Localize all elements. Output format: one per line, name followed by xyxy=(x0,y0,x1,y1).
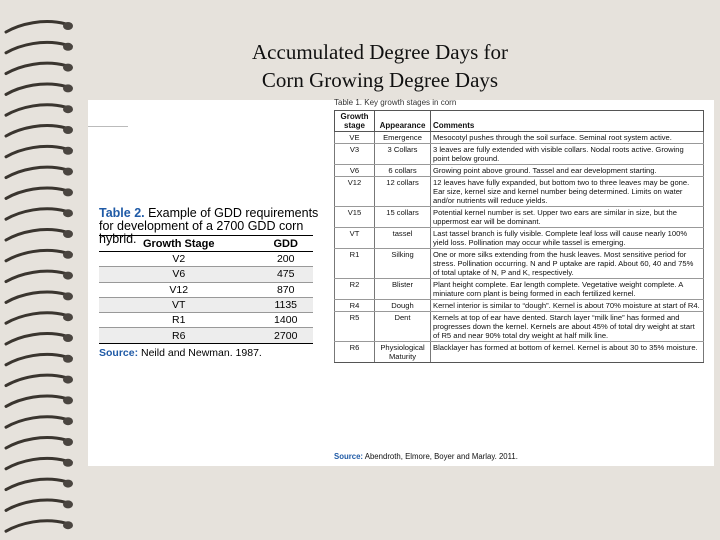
table-row xyxy=(335,312,704,342)
table1-comment-cell: Blacklayer has formed at bottom of kernel. Kernel is about 30 to 35% moisture. xyxy=(431,342,704,363)
table1-caption: Table 1. Key growth stages in corn xyxy=(334,98,457,107)
spiral-ring xyxy=(6,500,66,510)
table2-stage-cell: VT xyxy=(99,297,258,312)
spiral-hole xyxy=(63,438,73,446)
table2-gdd-cell: 870 xyxy=(258,282,313,297)
table1-appearance-cell: Silking xyxy=(375,249,431,279)
table-row xyxy=(335,177,704,207)
table2-gdd-requirements xyxy=(99,235,313,344)
spiral-hole xyxy=(63,521,73,529)
spiral-ring xyxy=(6,458,66,468)
spiral-hole xyxy=(63,22,73,30)
table1-appearance-cell: Blister xyxy=(375,279,431,300)
table1-comment-cell: 12 leaves have fully expanded, but bottom two to three leaves may be gone. Ear size, kernel size and kernel number being determined. Limits on water and/or nutrients will reduce yields. xyxy=(431,177,704,207)
table2-stage-cell: R6 xyxy=(99,328,258,343)
table1-header-row xyxy=(335,111,704,132)
spiral-ring xyxy=(6,313,66,323)
table2-source xyxy=(99,347,319,359)
table1-stage-cell: V12 xyxy=(335,177,375,207)
table2-gdd-cell: 200 xyxy=(258,252,313,267)
spiral-ring xyxy=(6,42,66,52)
spiral-ring xyxy=(6,396,66,406)
spiral-hole xyxy=(63,500,73,508)
table1-appearance-cell: 6 collars xyxy=(375,165,431,177)
slide-title xyxy=(110,38,650,94)
table2-stage-cell: V6 xyxy=(99,267,258,282)
spiral-hole xyxy=(63,334,73,342)
table-row xyxy=(335,132,704,144)
spiral-hole xyxy=(63,417,73,425)
table1-comment-cell: Kernel interior is similar to “dough”. Kernel is about 70% moisture at start of R4. xyxy=(431,300,704,312)
table2-gdd-cell: 1135 xyxy=(258,297,313,312)
spiral-hole xyxy=(63,188,73,196)
table-row xyxy=(335,144,704,165)
table-row xyxy=(335,300,704,312)
spiral-ring xyxy=(6,167,66,177)
spiral-hole xyxy=(63,313,73,321)
spiral-ring xyxy=(6,417,66,427)
table-row xyxy=(99,282,313,297)
spiral-hole xyxy=(63,230,73,238)
spiral-ring xyxy=(6,334,66,344)
table1-source-text: Abendroth, Elmore, Boyer and Marlay. 2011. xyxy=(363,452,518,461)
table2-gdd-cell: 2700 xyxy=(258,328,313,343)
table2-stage-cell: V2 xyxy=(99,252,258,267)
spiral-hole xyxy=(63,292,73,300)
spiral-hole xyxy=(63,168,73,176)
spiral-hole xyxy=(63,43,73,51)
table1-appearance-cell: 15 collars xyxy=(375,207,431,228)
table1-comment-cell: Growing point above ground. Tassel and ear development starting. xyxy=(431,165,704,177)
table1-header-comments: Comments xyxy=(431,111,704,132)
table1-comment-cell: Last tassel branch is fully visible. Complete leaf loss will cause nearly 100% yield loss. Pollination may occur while tassel is emerging. xyxy=(431,228,704,249)
spiral-hole xyxy=(63,84,73,92)
spiral-ring xyxy=(6,271,66,281)
spiral-ring xyxy=(6,126,66,136)
slide-title-line-2: Corn Growing Degree Days xyxy=(261,68,499,92)
table2-label: Table 2. xyxy=(99,206,145,220)
spiral-hole xyxy=(63,64,73,72)
spiral-ring xyxy=(6,438,66,448)
spiral-hole xyxy=(63,251,73,259)
table-row xyxy=(99,328,313,343)
table2-gdd-cell: 475 xyxy=(258,267,313,282)
table1-stage-cell: R2 xyxy=(335,279,375,300)
spiral-ring xyxy=(6,146,66,156)
spiral-binding xyxy=(0,0,82,540)
table1-stage-cell: V15 xyxy=(335,207,375,228)
spiral-ring xyxy=(6,84,66,94)
table1-appearance-cell: Emergence xyxy=(375,132,431,144)
table1-comment-cell: Kernels at top of ear have dented. Starch layer “milk line” has formed and progresses down the kernel. Kernels are about 45% of total dry weight at start of R5 and near 90% total dry weight at half milk line. xyxy=(431,312,704,342)
table1-comment-cell: Potential kernel number is set. Upper two ears are similar in size, but the uppermost ear will be dominant. xyxy=(431,207,704,228)
table2-header-growth-stage: Growth Stage xyxy=(99,236,258,252)
spiral-hole xyxy=(63,376,73,384)
table2-header-gdd: GDD xyxy=(258,236,313,252)
slide-title-line-1: Accumulated Degree Days for xyxy=(252,40,508,64)
spiral-hole xyxy=(63,355,73,363)
spiral-ring xyxy=(6,230,66,240)
table1-stage-cell: R1 xyxy=(335,249,375,279)
table-row xyxy=(335,165,704,177)
table2-stage-cell: R1 xyxy=(99,313,258,328)
spiral-hole xyxy=(63,209,73,217)
spiral-hole xyxy=(63,396,73,404)
table1-header-growth-stage: Growth stage xyxy=(335,111,375,132)
table1-source xyxy=(334,452,704,461)
table2-gdd-cell: 1400 xyxy=(258,313,313,328)
table1-appearance-cell: Dent xyxy=(375,312,431,342)
decorative-rule xyxy=(88,126,128,127)
table-row xyxy=(99,252,313,267)
table1-appearance-cell: Dough xyxy=(375,300,431,312)
spiral-ring xyxy=(6,375,66,385)
table2-header-row xyxy=(99,236,313,252)
spiral-ring xyxy=(6,479,66,489)
spiral-ring xyxy=(6,354,66,364)
spiral-ring xyxy=(6,209,66,219)
table-row xyxy=(99,267,313,282)
table1-stage-cell: R4 xyxy=(335,300,375,312)
table-row xyxy=(99,297,313,312)
spiral-ring xyxy=(6,63,66,73)
table1-appearance-cell: tassel xyxy=(375,228,431,249)
table1-appearance-cell: Physiological Maturity xyxy=(375,342,431,363)
table1-comment-cell: Mesocotyl pushes through the soil surface. Seminal root system active. xyxy=(431,132,704,144)
spiral-ring xyxy=(6,521,66,531)
table1-comment-cell: 3 leaves are fully extended with visible collars. Nodal roots active. Growing point below ground. xyxy=(431,144,704,165)
table1-header-appearance: Appearance xyxy=(375,111,431,132)
table1-stage-cell: VT xyxy=(335,228,375,249)
table-row xyxy=(335,249,704,279)
table2-source-label: Source: xyxy=(99,347,139,359)
table1-appearance-cell: 12 collars xyxy=(375,177,431,207)
table1-key-growth-stages xyxy=(334,110,704,363)
spiral-hole xyxy=(63,126,73,134)
table2-source-text: Neild and Newman. 1987. xyxy=(138,347,262,359)
table2-title-text: Example of GDD requirements for development of a 2700 GDD corn hybrid. xyxy=(99,206,319,246)
spiral-hole xyxy=(63,272,73,280)
spiral-hole xyxy=(63,147,73,155)
spiral-hole xyxy=(63,480,73,488)
table-row xyxy=(99,313,313,328)
table-row xyxy=(335,342,704,363)
table-row xyxy=(335,228,704,249)
spiral-ring xyxy=(6,292,66,302)
table1-stage-cell: VE xyxy=(335,132,375,144)
table1-stage-cell: R5 xyxy=(335,312,375,342)
table-row xyxy=(335,279,704,300)
table1-stage-cell: R6 xyxy=(335,342,375,363)
spiral-ring xyxy=(6,22,66,32)
spiral-hole xyxy=(63,105,73,113)
table1-source-label: Source: xyxy=(334,452,364,461)
table1-appearance-cell: 3 Collars xyxy=(375,144,431,165)
spiral-ring xyxy=(6,105,66,115)
table-row xyxy=(335,207,704,228)
spiral-ring xyxy=(6,188,66,198)
table1-comment-cell: Plant height complete. Ear length complete. Vegetative weight complete. A miniature corn plant is being formed in each fertilized kernel. xyxy=(431,279,704,300)
table1-stage-cell: V6 xyxy=(335,165,375,177)
table2-stage-cell: V12 xyxy=(99,282,258,297)
spiral-ring xyxy=(6,250,66,260)
spiral-hole xyxy=(63,459,73,467)
table1-comment-cell: One or more silks extending from the husk leaves. Most sensitive period for stress. Pollination occurring. N and P uptake are rapid. About 60, 40 and 75% of total uptake of N, P and K, respectively. xyxy=(431,249,704,279)
table1-stage-cell: V3 xyxy=(335,144,375,165)
